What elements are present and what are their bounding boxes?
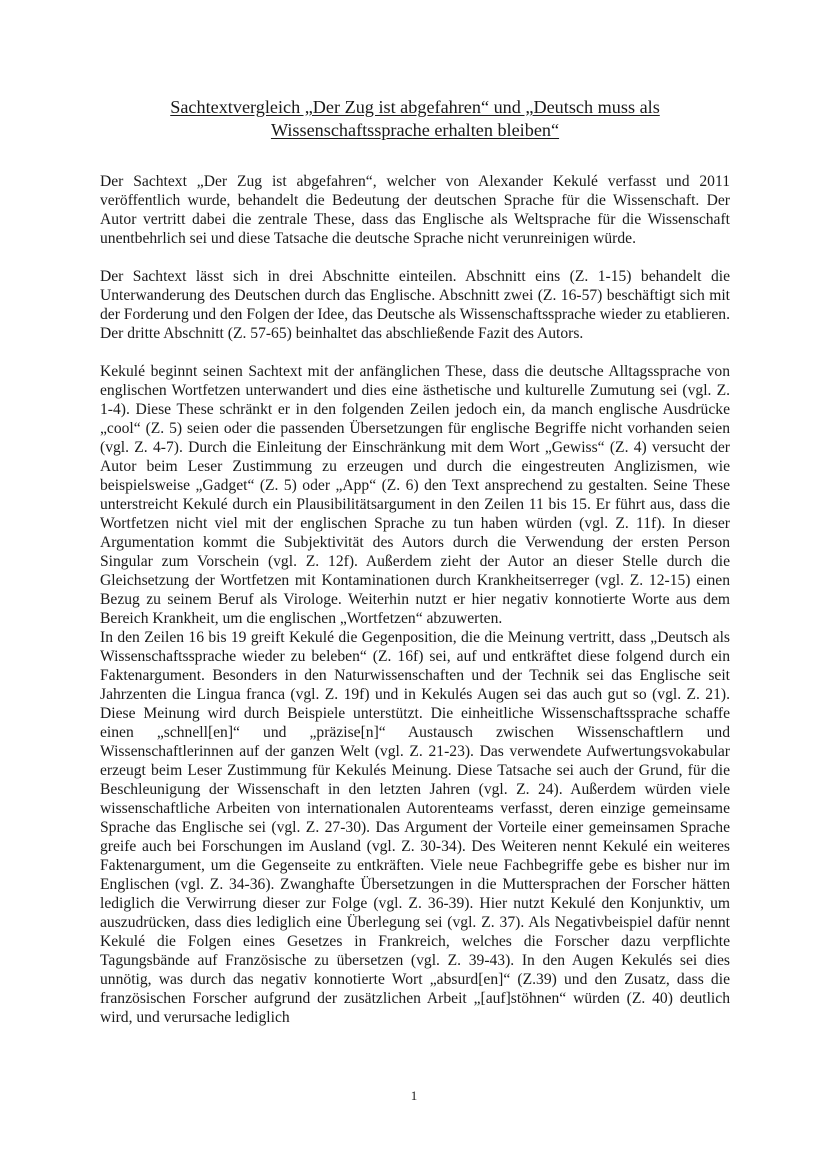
document-title (100, 96, 730, 142)
document-page (100, 96, 730, 1027)
title-line-2: Wissenschaftssprache erhalten bleiben“ (270, 120, 560, 140)
paragraph-analysis-section-2: In den Zeilen 16 bis 19 greift Kekulé die Gegenposition, die die Meinung vertritt, dass „Deutsch als Wissenschaftssprache wieder zu beleben“ (Z. 16f) sei, auf und entkräftet diese folgend durch ein Faktenargument. Besonders in den Naturwissenschaften und der Technik sei das Englische seit Jahrzenten die Lingua franca (vgl. Z. 19f) und in Kekulés Augen sei das auch gut so (vgl. Z. 21). Diese Meinung wird durch Beispiele unterstützt. Die einheitliche Wissenschaftssprache schaffe einen „schnell[en]“ und „präzise[n]“ Austausch zwischen Wissenschaftlern und Wissenschaftlerinnen auf der ganzen Welt (vgl. Z. 21-23). Das verwendete Aufwertungsvokabular erzeugt beim Leser Zustimmung für Kekulés Meinung. Diese Tatsache sei auch der Grund, für die Beschleunigung der Wissenschaft in den letzten Jahren (vgl. Z. 24). Außerdem würden viele wissenschaftliche Arbeiten von internationalen Autorenteams verfasst, deren einzige gemeinsame Sprache das Englische sei (vgl. Z. 27-30). Das Argument der Vorteile einer gemeinsamen Sprache greife auch bei Forschungen im Ausland (vgl. Z. 30-34). Des Weiteren nennt Kekulé ein weiteres Faktenargument, um die Gegenseite zu entkräften. Viele neue Fachbegriffe gebe es bisher nur im Englischen (vgl. Z. 34-36). Zwanghafte Übersetzungen in die Muttersprachen der Forscher hätten lediglich die Verwirrung dieser zur Folge (vgl. Z. 36-39). Hier nutzt Kekulé den Konjunktiv, um auszudrücken, dass dies lediglich eine Überlegung sei (vgl. Z. 37). Als Negativbeispiel dafür nennt Kekulé die Folgen eines Gesetzes in Frankreich, welches die Forscher dazu verpflichte Tagungsbände auf Französische zu übersetzen (vgl. Z. 39-43). In den Augen Kekulés sei dies unnötig, was durch das negativ konnotierte Wort „absurd[en]“ (Z.39) und den Zusatz, dass die französischen Forscher aufgrund der zusätzlichen Arbeit „[auf]stöhnen“ würden (Z. 40) deutlich wird, und verursache lediglich (100, 629, 730, 1026)
paragraph-introduction: Der Sachtext „Der Zug ist abgefahren“, welcher von Alexander Kekulé verfasst und 2011 veröffentlich wurde, behandelt die Bedeutung der deutschen Sprache für die Wissenschaft. Der Autor vertritt dabei die zentrale These, dass das Englische als Weltsprache für die Wissenschaft unentbehrlich sei und diese Tatsache die deutsche Sprache nicht verunreinigen würde. (100, 173, 730, 247)
paragraph-structure: Der Sachtext lässt sich in drei Abschnitte einteilen. Abschnitt eins (Z. 1-15) behandelt die Unterwanderung des Deutschen durch das Englische. Abschnitt zwei (Z. 16-57) beschäftigt sich mit der Forderung und den Folgen der Idee, das Deutsche als Wissenschaftssprache wieder zu etablieren. Der dritte Abschnitt (Z. 57-65) beinhaltet das abschließende Fazit des Autors. (100, 268, 730, 342)
paragraph-analysis-section-1: Kekulé beginnt seinen Sachtext mit der anfänglichen These, dass die deutsche Alltagssprache von englischen Wortfetzen unterwandert und dies eine ästhetische und kulturelle Zumutung sei (vgl. Z. 1-4). Diese These schränkt er in den folgenden Zeilen jedoch ein, da manch englische Ausdrücke „cool“ (Z. 5) seien oder die passenden Übersetzungen für englische Begriffe nicht vorhanden seien (vgl. Z. 4-7). Durch die Einleitung der Einschränkung mit dem Wort „Gewiss“ (Z. 4) versucht der Autor beim Leser Zustimmung zu erzeugen und durch die eingestreuten Anglizismen, wie beispielsweise „Gadget“ (Z. 5) oder „App“ (Z. 6) den Text ansprechend zu gestalten. Seine These unterstreicht Kekulé durch ein Plausibilitätsargument in den Zeilen 11 bis 15. Er führt aus, dass die Wortfetzen nicht viel mit der englischen Sprache zu tun haben würden (vgl. Z. 11f). In dieser Argumentation kommt die Subjektivität des Autors durch die Verwendung der ersten Person Singular zum Vorschein (vgl. Z. 12f). Außerdem zieht der Autor an dieser Stelle durch die Gleichsetzung der Wortfetzen mit Kontaminationen durch Krankheitserreger (vgl. Z. 12-15) einen Bezug zu seinem Beruf als Virologe. Weiterhin nutzt er hier negativ konnotierte Worte aus dem Bereich Krankheit, um die englischen „Wortfetzen“ abzuwerten. (100, 363, 730, 627)
title-line-1: Sachtextvergleich „Der Zug ist abgefahren“ und „Deutsch muss als (170, 97, 660, 117)
page-number: 1 (410, 1088, 418, 1103)
